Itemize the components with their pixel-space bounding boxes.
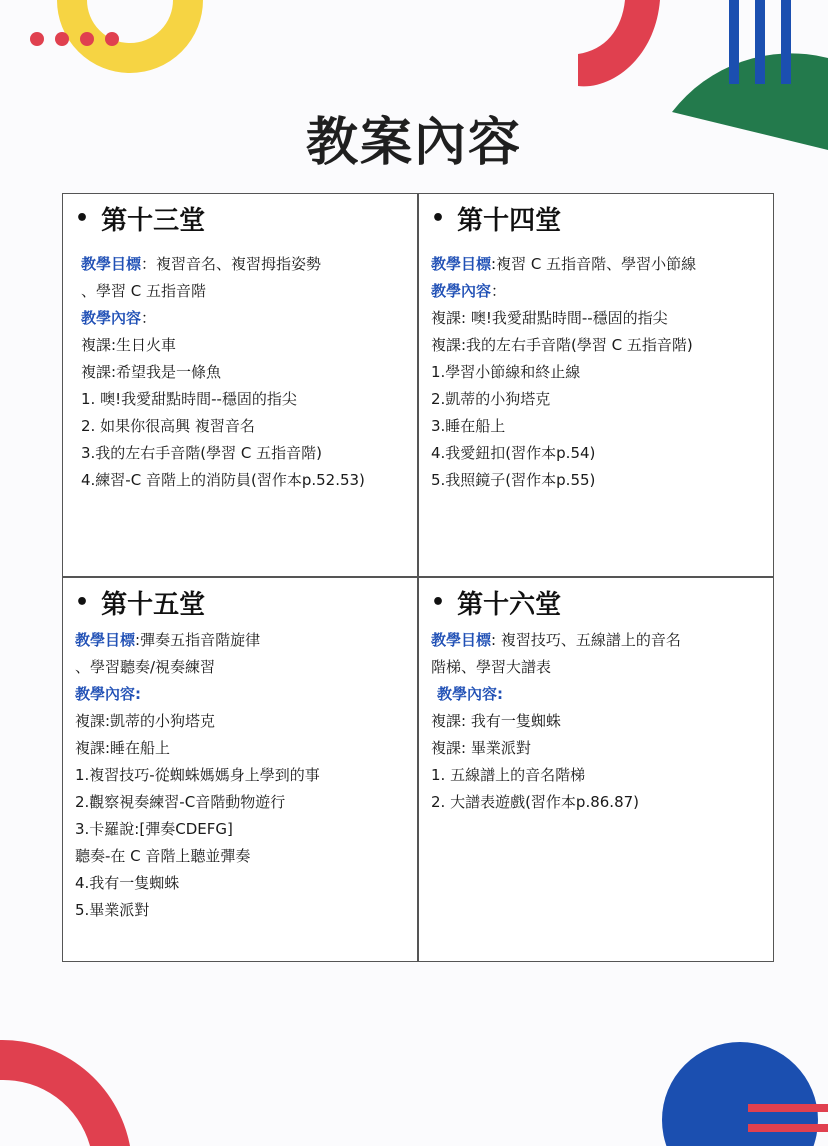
list-item: 1.複習技巧-從蜘蛛媽媽身上學到的事 [75, 766, 320, 784]
red-stripe-2 [748, 1124, 828, 1132]
list-item: 複課:希望我是一條魚 [81, 363, 222, 381]
bullet-icon: • [75, 590, 90, 615]
goal-line [75, 251, 405, 278]
red-dot-1 [30, 32, 44, 46]
goal-line [431, 627, 761, 654]
content-label: 教學內容 [437, 685, 498, 703]
bullet-icon: • [75, 206, 90, 231]
lesson-heading [431, 584, 761, 621]
lesson-heading [75, 200, 405, 237]
content-line [75, 681, 405, 708]
lesson-card-13 [62, 193, 418, 577]
list-item: 複課:凱蒂的小狗塔克 [75, 712, 216, 730]
red-dot-2 [55, 32, 69, 46]
blue-bar-3 [781, 0, 791, 84]
list-item: 2.觀察視奏練習-C音階動物遊行 [75, 793, 286, 811]
list-item: 複課:生日火車 [81, 336, 177, 354]
list-item: 2.凱蒂的小狗塔克 [431, 390, 551, 408]
goal-label: 教學目標 [431, 631, 492, 649]
goal-line-2: 階梯、學習大譜表 [431, 658, 552, 676]
blue-bar-1 [729, 0, 739, 84]
list-item: 3.卡羅說:[彈奏CDEFG] [75, 820, 233, 838]
goal-text: ：複習音名、複習拇指姿勢 [141, 255, 322, 273]
list-item: 3.我的左右手音階(學習 C 五指音階) [81, 444, 323, 462]
list-item: 複課: 畢業派對 [431, 739, 531, 757]
goal-text: :彈奏五指音階旋律 [135, 631, 261, 649]
content-label: 教學內容 [81, 309, 142, 327]
content-colon: : [497, 685, 504, 703]
content-line [75, 305, 405, 332]
list-item: 複課:我的左右手音階(學習 C 五指音階) [431, 336, 693, 354]
goal-text: :複習 C 五指音階、學習小節線 [491, 255, 697, 273]
list-item: 3.睡在船上 [431, 417, 506, 435]
content-label: 教學內容 [431, 282, 492, 300]
bullet-icon: • [431, 206, 446, 231]
lesson-heading-text: 第十五堂 [101, 590, 206, 620]
content-line [431, 278, 761, 305]
goal-label: 教學目標 [81, 255, 142, 273]
red-arc-shape [578, 0, 660, 86]
content-colon: ： [141, 309, 157, 327]
lesson-card-14 [418, 193, 774, 577]
yellow-ring-shape [72, 0, 188, 58]
list-item: 1.學習小節線和終止線 [431, 363, 581, 381]
lesson-heading-text: 第十四堂 [457, 206, 562, 236]
lesson-heading-text: 第十六堂 [457, 590, 562, 620]
lesson-grid [62, 193, 774, 962]
goal-label: 教學目標 [75, 631, 136, 649]
list-item: 複課: 噢!我愛甜點時間--穩固的指尖 [431, 309, 668, 327]
content-colon: : [135, 685, 142, 703]
page-title: 教案內容 [305, 113, 522, 173]
list-item: 4.練習-C 音階上的消防員(習作本p.52.53) [81, 471, 365, 489]
goal-line [75, 627, 405, 654]
content-label: 教學內容 [75, 685, 136, 703]
red-dot-3 [80, 32, 94, 46]
list-item: 5.我照鏡子(習作本p.55) [431, 471, 596, 489]
bullet-icon: • [431, 590, 446, 615]
lesson-card-16 [418, 577, 774, 962]
content-colon: ： [491, 282, 507, 300]
lesson-heading-text: 第十三堂 [101, 206, 206, 236]
list-item: 1. 噢!我愛甜點時間--穩固的指尖 [81, 390, 297, 408]
list-item: 複課:睡在船上 [75, 739, 171, 757]
red-dot-4 [105, 32, 119, 46]
red-stripe-1 [748, 1104, 828, 1112]
blue-bar-2 [755, 0, 765, 84]
red-bottom-ring-shape [0, 1040, 130, 1146]
goal-line-2: 、學習聽奏/視奏練習 [75, 658, 216, 676]
content-line [431, 681, 761, 708]
lesson-heading [431, 200, 761, 237]
goal-line [431, 251, 761, 278]
list-item: 2. 大譜表遊戲(習作本p.86.87) [431, 793, 640, 811]
lesson-card-15 [62, 577, 418, 962]
goal-text: : 複習技巧、五線譜上的音名 [491, 631, 681, 649]
list-item: 4.我愛鈕扣(習作本p.54) [431, 444, 596, 462]
list-item: 4.我有一隻蜘蛛 [75, 874, 180, 892]
list-item: 聽奏-在 C 音階上聽並彈奏 [75, 847, 251, 865]
lesson-heading [75, 584, 405, 621]
list-item: 複課: 我有一隻蜘蛛 [431, 712, 561, 730]
list-item: 2. 如果你很高興 複習音名 [81, 417, 255, 435]
list-item: 1. 五線譜上的音名階梯 [431, 766, 586, 784]
list-item: 5.畢業派對 [75, 901, 150, 919]
goal-label: 教學目標 [431, 255, 492, 273]
goal-line-2: 、學習 C 五指音階 [81, 282, 207, 300]
